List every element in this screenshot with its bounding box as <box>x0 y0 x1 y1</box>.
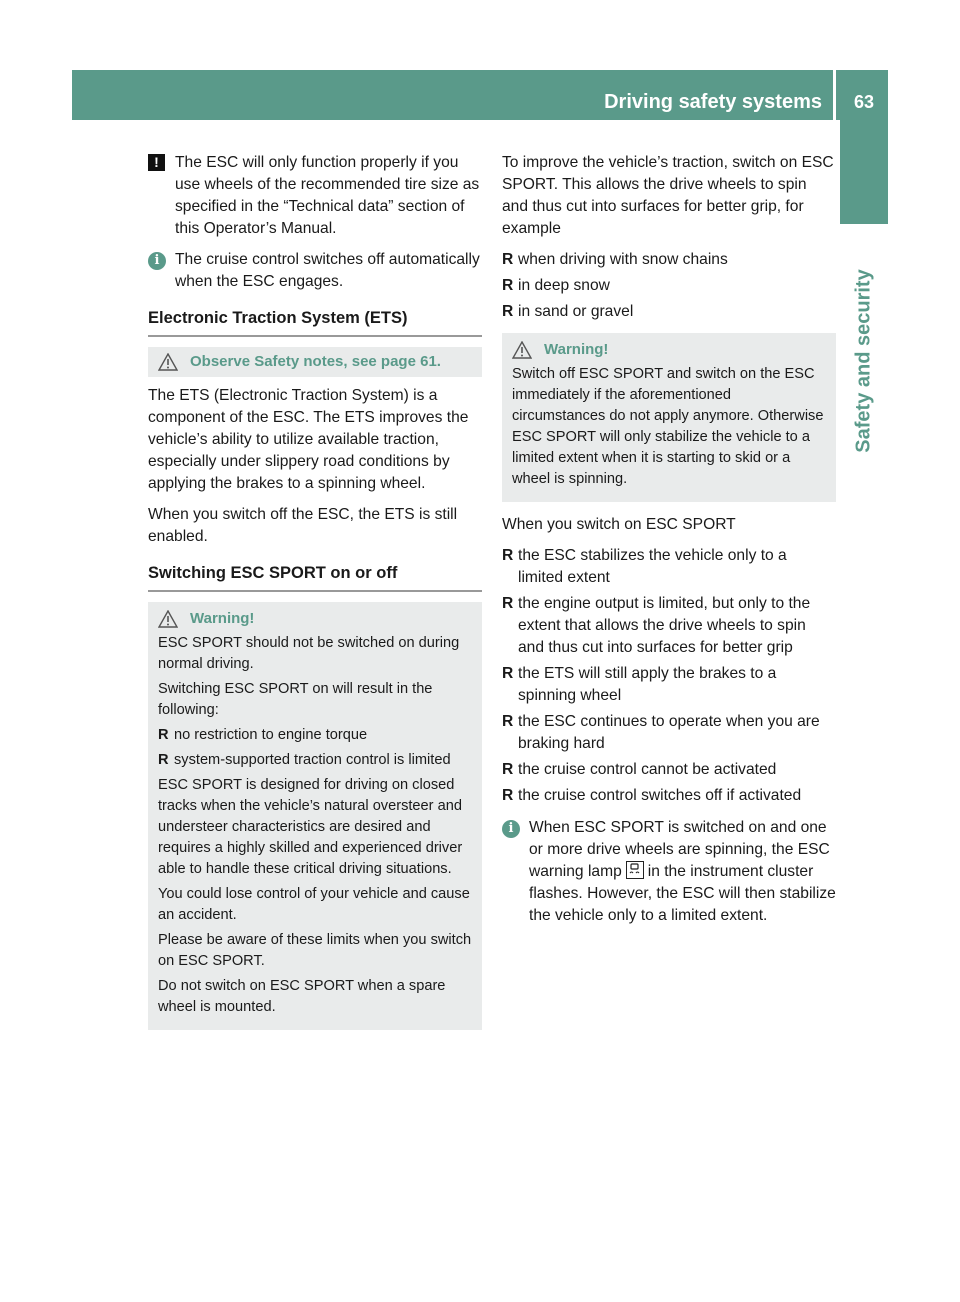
left-column <box>148 152 482 1042</box>
warning-paragraph: Switch off ESC SPORT and switch on the ESC immediately if the aforementioned circumstances do not apply anymore. Otherwise ESC SPORT will only stabilize the vehicle to a limited extent when it is starting to skid or a wheel is spinning. <box>512 366 824 487</box>
safety-note-link[interactable]: Observe Safety notes, see page 61. <box>190 353 441 370</box>
info-icon: i <box>502 820 520 838</box>
note-info-text: The cruise control switches off automatically when the ESC engages. <box>175 251 480 290</box>
bullet-mark: R <box>502 595 514 612</box>
list-item: R in deep snow <box>502 275 836 297</box>
page-number: 63 <box>853 92 874 112</box>
warning-triangle-icon <box>158 610 178 628</box>
note-info <box>502 817 836 927</box>
bullet-mark: R <box>502 665 514 682</box>
esc-warning-lamp-icon <box>626 861 644 879</box>
list-item: R the ESC continues to operate when you are braking hard <box>502 711 836 755</box>
traction-paragraph: To improve the vehicle’s traction, switch on ESC SPORT. This allows the drive wheels to spin and thus cut into surfaces for better grip, for example <box>502 154 834 237</box>
warning-label: Warning! <box>544 341 609 358</box>
page-header <box>72 70 888 120</box>
header-divider <box>833 70 836 120</box>
warning-paragraph: ESC SPORT should not be switched on during normal driving. <box>158 635 460 672</box>
bullet-mark: R <box>502 787 514 804</box>
note-caution <box>148 152 482 240</box>
warning-paragraph: Please be aware of these limits when you switch on ESC SPORT. <box>158 932 472 969</box>
side-color-block <box>840 120 888 224</box>
side-tab <box>840 236 888 486</box>
list-item: R in sand or gravel <box>502 301 836 323</box>
heading-ets: Electronic Traction System (ETS) <box>148 307 482 337</box>
list-item: R when driving with snow chains <box>502 249 836 271</box>
list-item: R the cruise control cannot be activated <box>502 759 836 781</box>
list-item: R the ETS will still apply the brakes to a spinning wheel <box>502 663 836 707</box>
right-column <box>502 152 836 936</box>
note-caution-text: The ESC will only function properly if you use wheels of the recommended tire size as specified in the “Technical data” section of this Operator’s Manual. <box>175 154 480 237</box>
warning-label: Warning! <box>190 610 255 627</box>
bullet-mark: R <box>502 547 514 564</box>
warning-paragraph: You could lose control of your vehicle and cause an accident. <box>158 886 470 923</box>
header-title: Driving safety systems <box>604 91 822 113</box>
warning-box-sport <box>148 602 482 1030</box>
exclamation-icon: ! <box>148 154 165 171</box>
list-item: R system-supported traction control is limited <box>158 750 472 771</box>
side-tab-label: Safety and security <box>852 269 875 453</box>
bullet-mark: R <box>502 761 514 778</box>
warning-paragraph: Do not switch on ESC SPORT when a spare wheel is mounted. <box>158 978 446 1015</box>
info-icon: i <box>148 252 166 270</box>
bullet-mark: R <box>502 713 514 730</box>
warning-paragraph: Switching ESC SPORT on will result in the following: <box>158 681 433 718</box>
warning-triangle-icon <box>512 341 532 359</box>
list-item: R the ESC stabilizes the vehicle only to a limited extent <box>502 545 836 589</box>
bullet-mark: R <box>502 303 514 320</box>
ets-paragraph-2: When you switch off the ESC, the ETS is still enabled. <box>148 506 458 545</box>
esc-sport-intro: When you switch on ESC SPORT <box>502 516 736 533</box>
safety-note-bar <box>148 347 482 377</box>
list-item: R the engine output is limited, but only to the extent that allows the drive wheels to spin and thus cut into surfaces for better grip <box>502 593 836 659</box>
ets-paragraph-1: The ETS (Electronic Traction System) is a component of the ESC. The ETS improves the vehicle’s ability to utilize available traction, especially under slippery road conditions by applying the brakes to a spinning wheel. <box>148 387 469 492</box>
note-info-text: When ESC SPORT is switched on and one or more drive wheels are spinning, the ESC warning lamp in the instrument cluster flashes. However, the ESC will then stabilize the vehicle only to a limited extent. <box>529 819 836 924</box>
bullet-mark: R <box>502 251 514 268</box>
bullet-mark: R <box>502 277 514 294</box>
note-info <box>148 249 482 293</box>
warning-triangle-icon <box>158 353 178 371</box>
bullet-mark: R <box>158 727 169 743</box>
list-item: R no restriction to engine torque <box>158 725 472 746</box>
warning-box-switch-off <box>502 333 836 502</box>
list-item: R the cruise control switches off if activated <box>502 785 836 807</box>
heading-esc-sport: Switching ESC SPORT on or off <box>148 562 482 592</box>
warning-paragraph: ESC SPORT is designed for driving on closed tracks when the vehicle’s natural oversteer and understeer characteristics are desired and requires a highly skilled and experienced driver able to handle these critical driving situations. <box>158 777 463 877</box>
bullet-mark: R <box>158 752 169 768</box>
